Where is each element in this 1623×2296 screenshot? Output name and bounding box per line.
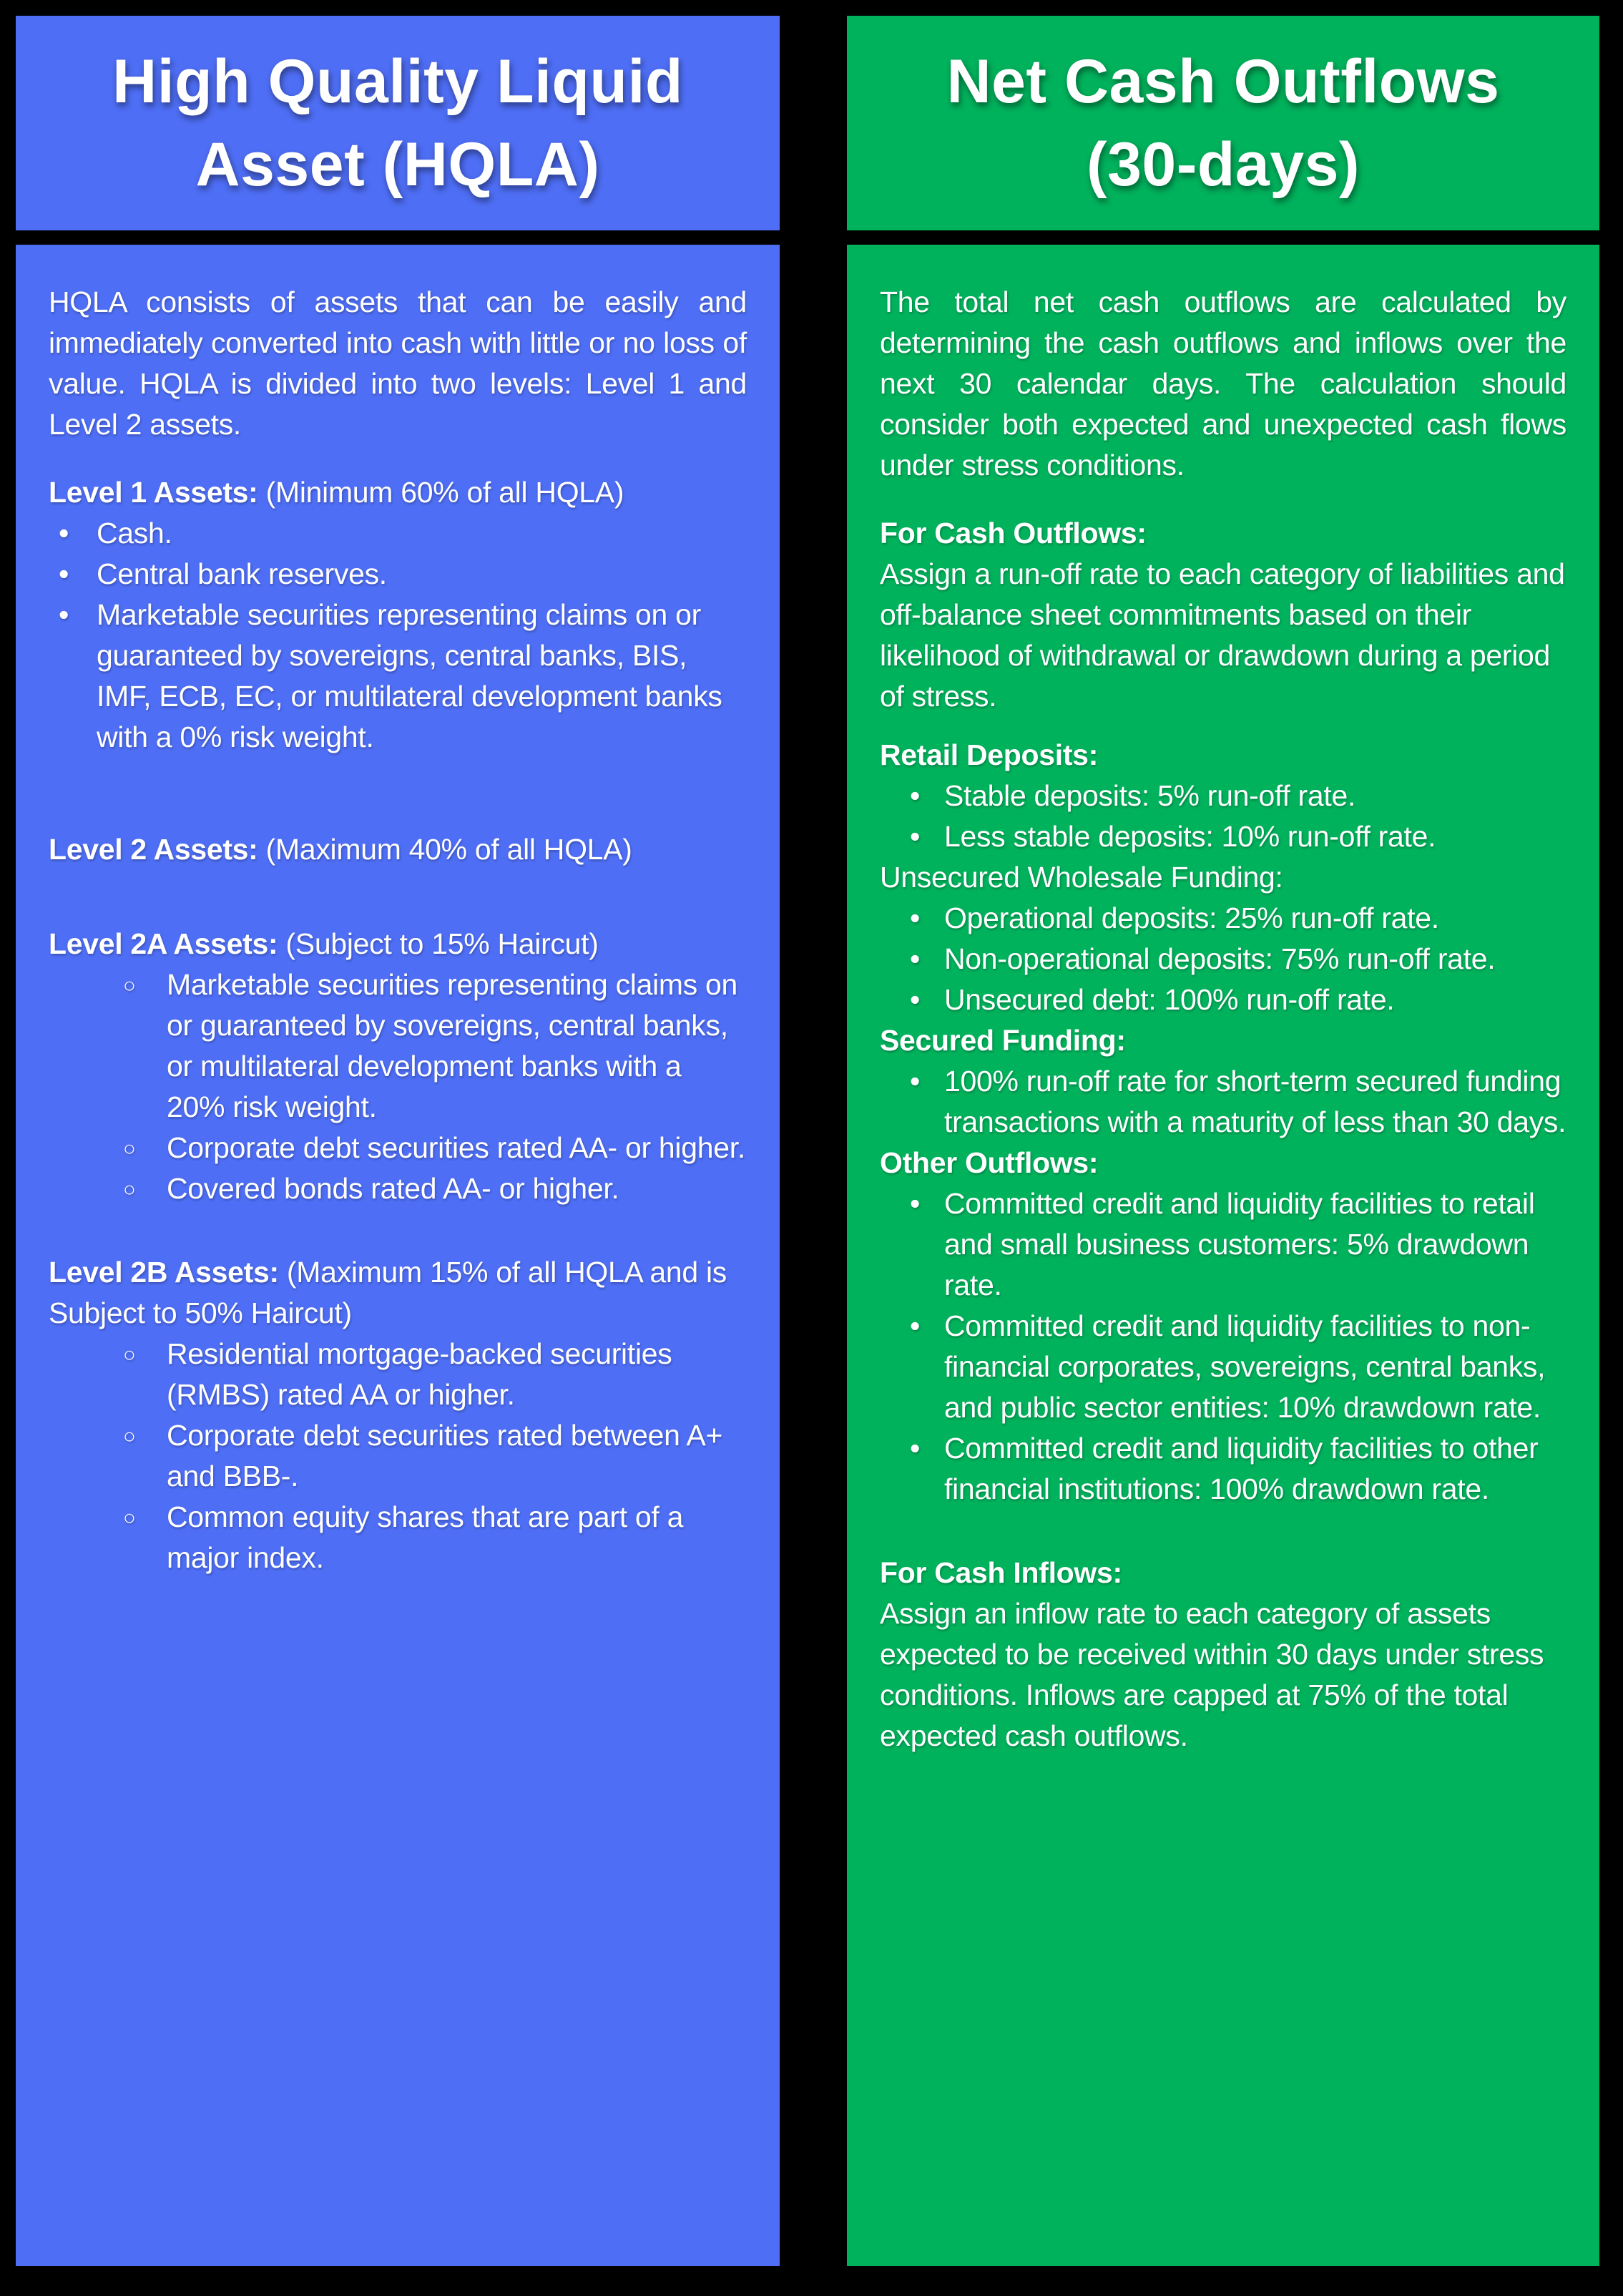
level2b-heading xyxy=(49,1252,747,1334)
hqla-title xyxy=(112,40,683,206)
list-item: • Committed credit and liquidity facilities to other financial institutions: 100% drawdown rate. xyxy=(880,1428,1566,1510)
list-item: • Unsecured debt: 100% run-off rate. xyxy=(880,980,1566,1020)
list-item: • Committed credit and liquidity facilities to retail and small business customers: 5% drawdown rate. xyxy=(880,1183,1566,1306)
list-item: ○ Corporate debt securities rated between A+ and BBB-. xyxy=(49,1415,747,1497)
list-item: • Less stable deposits: 10% run-off rate. xyxy=(880,816,1566,857)
list-item: ○ Residential mortgage-backed securities (RMBS) rated AA or higher. xyxy=(49,1334,747,1415)
secured-funding-heading xyxy=(880,1020,1566,1061)
list-item: • Central bank reserves. xyxy=(49,554,747,595)
unsecured-wholesale-heading: Unsecured Wholesale Funding: xyxy=(880,861,1283,894)
list-item: ○ Corporate debt securities rated AA- or higher. xyxy=(49,1128,747,1168)
level1-label: Level 1 Assets: xyxy=(49,476,258,509)
retail-deposits-heading xyxy=(880,735,1566,776)
list-item: ○ Common equity shares that are part of a major index. xyxy=(49,1497,747,1578)
level2b-label: Level 2B Assets: xyxy=(49,1256,279,1289)
list-item: • Operational deposits: 25% run-off rate. xyxy=(880,898,1566,939)
retail-deposits-label: Retail Deposits: xyxy=(880,738,1099,771)
other-outflows-list xyxy=(880,1183,1566,1510)
retail-deposits-list xyxy=(880,776,1566,857)
other-outflows-heading xyxy=(880,1143,1566,1183)
level2a-heading xyxy=(49,924,747,964)
list-item: • Committed credit and liquidity facilities to non-financial corporates, sovereigns, central banks, and public sector entities: 10% drawdown rate. xyxy=(880,1306,1566,1428)
secured-funding-label: Secured Funding: xyxy=(880,1024,1126,1057)
hqla-title-line1: High Quality Liquid xyxy=(112,47,683,116)
list-item: ○ Covered bonds rated AA- or higher. xyxy=(49,1168,747,1209)
level2-heading xyxy=(49,829,747,870)
outflows-title-line2: (30-days) xyxy=(1086,130,1360,199)
list-item: • Cash. xyxy=(49,513,747,554)
cash-inflows-description: Assign an inflow rate to each category of assets expected to be received within 30 days under stress conditions. Inflows are capped at 75% of the total expected cash outflows. xyxy=(880,1597,1544,1752)
outflows-body-panel xyxy=(847,245,1599,2266)
cash-inflows-heading xyxy=(880,1553,1566,1593)
outflows-title-line1: Net Cash Outflows xyxy=(946,47,1500,116)
hqla-title-line2: Asset (HQLA) xyxy=(195,130,600,199)
unsecured-wholesale-list xyxy=(880,898,1566,1020)
other-outflows-label: Other Outflows: xyxy=(880,1146,1099,1179)
hqla-body-panel xyxy=(16,245,780,2266)
outflows-intro-paragraph: The total net cash outflows are calculated by determining the cash outflows and inflows over the next 30 calendar days. The calculation should consider both expected and unexpected cash flows under stress conditions. xyxy=(880,285,1566,482)
cash-inflows-label: For Cash Inflows: xyxy=(880,1556,1122,1589)
level2a-label: Level 2A Assets: xyxy=(49,927,278,960)
level2-note: (Maximum 40% of all HQLA) xyxy=(258,833,632,866)
hqla-header-panel xyxy=(16,16,780,230)
level1-heading xyxy=(49,472,747,513)
list-item: • Stable deposits: 5% run-off rate. xyxy=(880,776,1566,816)
cash-outflows-description: Assign a run-off rate to each category of liabilities and off-balance sheet commitments based on their likelihood of withdrawal or drawdown during a period of stress. xyxy=(880,557,1565,713)
list-item: • Marketable securities representing claims on or guaranteed by sovereigns, central banks, BIS, IMF, ECB, EC, or multilateral development banks with a 0% risk weight. xyxy=(49,595,747,758)
level2-label: Level 2 Assets: xyxy=(49,833,258,866)
level1-list xyxy=(49,513,747,758)
cash-outflows-heading xyxy=(880,513,1566,554)
list-item: • Non-operational deposits: 75% run-off rate. xyxy=(880,939,1566,980)
level2b-list xyxy=(49,1334,747,1578)
level2a-list xyxy=(49,964,747,1209)
secured-funding-list xyxy=(880,1061,1566,1143)
level1-note: (Minimum 60% of all HQLA) xyxy=(258,476,624,509)
level2a-note: (Subject to 15% Haircut) xyxy=(278,927,599,960)
cash-outflows-label: For Cash Outflows: xyxy=(880,517,1147,549)
outflows-title xyxy=(946,40,1499,206)
list-item: • 100% run-off rate for short-term secured funding transactions with a maturity of less than 30 days. xyxy=(880,1061,1566,1143)
list-item: ○ Marketable securities representing claims on or guaranteed by sovereigns, central banks, or multilateral development banks with a 20% risk weight. xyxy=(49,964,747,1128)
level2b-note: (Maximum 15% of all HQLA and is Subject to 50% Haircut) xyxy=(49,1256,727,1329)
hqla-intro-paragraph: HQLA consists of assets that can be easily and immediately converted into cash with little or no loss of value. HQLA is divided into two levels: Level 1 and Level 2 assets. xyxy=(49,285,747,441)
outflows-header-panel xyxy=(847,16,1599,230)
